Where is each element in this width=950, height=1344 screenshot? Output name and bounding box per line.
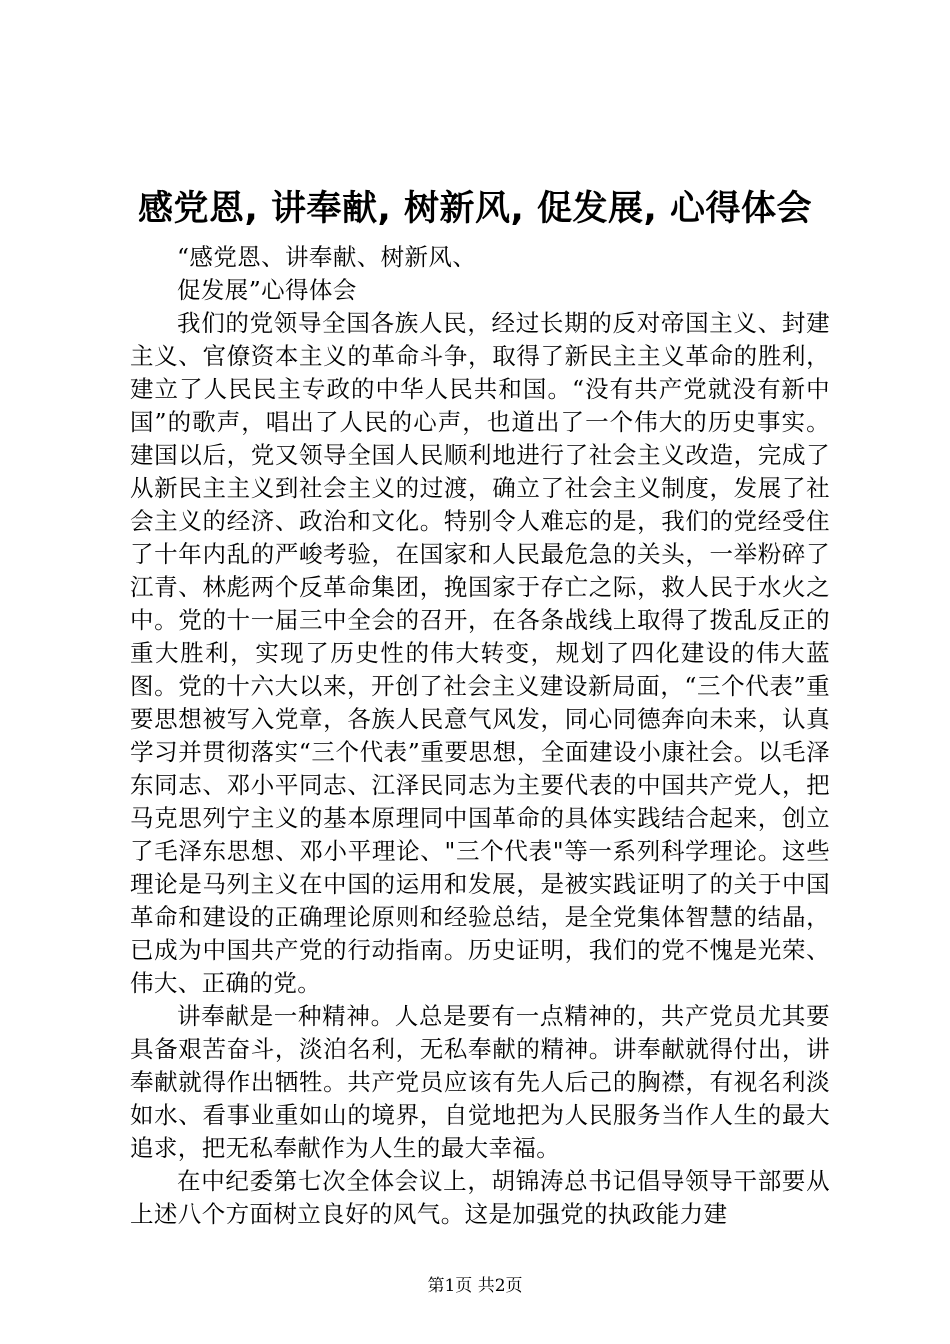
paragraph-party-history: 我们的党领导全国各族人民，经过长期的反对帝国主义、封建主义、官僚资本主义的革命斗争，取得了新民主主义革命的胜利，建立了人民民主专政的中华人民共和国。“没有共产党就没有新中国”的歌声，唱出了人民的心声，也道出了一个伟大的历史事实。建国以后，党又领导全国人民顺利地进行了社会主义改造，完成了从新民主主义到社会主义的过渡，确立了社会主义制度，发展了社会主义的经济、政治和文化。特别令人难忘的是，我们的党经受住了十年内乱的严峻考验，在国家和人民最危急的关头，一举粉碎了江青、林彪两个反革命集团，挽国家于存亡之际，救人民于水火之中。党的十一届三中全会的召开，在各条战线上取得了拨乱反正的重大胜利，实现了历史性的伟大转变，规划了四化建设的伟大蓝图。党的十六大以来，开创了社会主义建设新局面，“三个代表”重要思想被写入党章，各族人民意气风发，同心同德奔向未来，认真学习并贯彻落实“三个代表”重要思想，全面建设小康社会。以毛泽东同志、邓小平同志、江泽民同志为主要代表的中国共产党人，把马克思列宁主义的基本原理同中国革命的具体实践结合起来，创立了毛泽东思想、邓小平理论、"三个代表"等一系列科学理论。这些理论是马列主义在中国的运用和发展，是被实践证明了的关于中国革命和建设的正确理论原则和经验总结，是全党集体智慧的结晶，已成为中国共产党的行动指南。历史证明，我们的党不愧是光荣、伟大、正确的党。 (130, 309, 830, 997)
subtitle-line-2: 促发展”心得体会 (177, 276, 357, 304)
paragraph-new-style: 在中纪委第七次全体会议上，胡锦涛总书记倡导领导干部要从上述八个方面树立良好的风气。这是加强党的执政能力建 (130, 1167, 830, 1228)
document-title: 感党恩, 讲奉献, 树新风, 促发展, 心得体会 (138, 189, 812, 229)
subtitle-line-1: “感党恩、讲奉献、树新风、 (177, 243, 477, 271)
page-footer: 第1页 共2页 (427, 1276, 523, 1296)
paragraph-dedication: 讲奉献是一种精神。人总是要有一点精神的，共产党员尤其要具备艰苦奋斗，淡泊名利，无私奉献的精神。讲奉献就得付出，讲奉献就得作出牺牲。共产党员应该有先人后己的胸襟，有视名利淡如水、看事业重如山的境界，自觉地把为人民服务当作人生的最大追求，把无私奉献作为人生的最大幸福。 (130, 1002, 830, 1162)
document-body (130, 241, 830, 1231)
